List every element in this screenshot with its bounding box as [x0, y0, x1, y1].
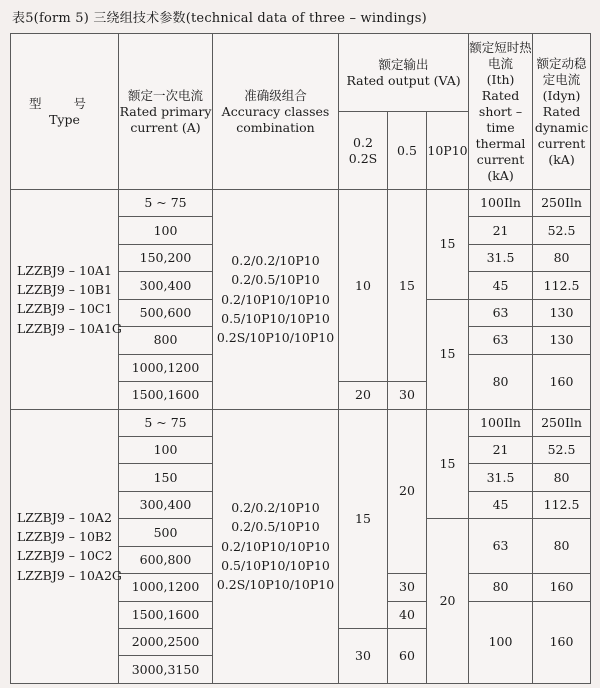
group1-output-05-a: 15: [388, 190, 427, 382]
header-output-10p10: 10P10: [427, 112, 469, 190]
group1-idyn: 80: [533, 244, 591, 271]
table-caption: 表5(form 5) 三绕组技术参数(technical data of three – windings): [12, 11, 427, 26]
header-accuracy: 准确级组合 Accuracy classes combination: [213, 34, 339, 190]
group2-idyn: 250Iln: [533, 409, 591, 436]
group1-idyn: 250Iln: [533, 190, 591, 217]
group2-output-05-a: 20: [388, 409, 427, 574]
group1-type-list: LZZBJ9 – 10A1 LZZBJ9 – 10B1 LZZBJ9 – 10C1 LZZBJ9 – 10A1G: [11, 190, 119, 410]
group2-ith: 63: [469, 519, 533, 574]
group1-current: 500,600: [119, 299, 213, 326]
group2-output-10p-b: 20: [427, 519, 469, 684]
group1-current: 100: [119, 217, 213, 244]
header-output-02: 0.2 0.2S: [339, 112, 388, 190]
group2-idyn: 52.5: [533, 436, 591, 463]
group2-ith: 80: [469, 574, 533, 601]
group1-idyn: 112.5: [533, 272, 591, 299]
group2-ith: 45: [469, 491, 533, 518]
group1-current: 1500,1600: [119, 382, 213, 409]
group2-ith: 100Iln: [469, 409, 533, 436]
group1-accuracy-list: 0.2/0.2/10P10 0.2/0.5/10P10 0.2/10P10/10P10 0.5/10P10/10P10 0.2S/10P10/10P10: [213, 190, 339, 410]
group1-output-02-a: 10: [339, 190, 388, 382]
group2-output-02-b: 30: [339, 629, 388, 684]
group2-current: 3000,3150: [119, 656, 213, 684]
group1-output-10p-a: 15: [427, 190, 469, 300]
group1-output-02-b: 20: [339, 382, 388, 409]
group2-idyn: 160: [533, 601, 591, 683]
group1-ith: 21: [469, 217, 533, 244]
header-primary-current: 额定一次电流 Rated primary current (A): [119, 34, 213, 190]
group2-idyn: 112.5: [533, 491, 591, 518]
group1-current: 5 ~ 75: [119, 190, 213, 217]
group1-idyn: 160: [533, 354, 591, 409]
group1-ith: 31.5: [469, 244, 533, 271]
group2-current: 600,800: [119, 546, 213, 573]
group2-idyn: 80: [533, 464, 591, 491]
group2-type-list: LZZBJ9 – 10A2 LZZBJ9 – 10B2 LZZBJ9 – 10C2 LZZBJ9 – 10A2G: [11, 409, 119, 683]
group2-current: 100: [119, 436, 213, 463]
group2-idyn: 80: [533, 519, 591, 574]
group2-ith: 100: [469, 601, 533, 683]
group2-accuracy-list: 0.2/0.2/10P10 0.2/0.5/10P10 0.2/10P10/10P10 0.5/10P10/10P10 0.2S/10P10/10P10: [213, 409, 339, 683]
group2-output-05-d: 60: [388, 629, 427, 684]
group2-current: 1500,1600: [119, 601, 213, 628]
group2-output-05-b: 30: [388, 574, 427, 601]
group2-idyn: 160: [533, 574, 591, 601]
group1-ith: 63: [469, 299, 533, 326]
group1-current: 300,400: [119, 272, 213, 299]
group2-ith: 21: [469, 436, 533, 463]
group2-ith: 31.5: [469, 464, 533, 491]
group1-current: 1000,1200: [119, 354, 213, 381]
group1-idyn: 130: [533, 299, 591, 326]
group2-current: 300,400: [119, 491, 213, 518]
technical-data-table: [10, 33, 591, 684]
group2-current: 500: [119, 519, 213, 546]
group1-current: 150,200: [119, 244, 213, 271]
group2-current: 1000,1200: [119, 574, 213, 601]
group1-output-10p-b: 15: [427, 299, 469, 409]
header-type: 型 号 Type: [11, 34, 119, 190]
group1-output-05-b: 30: [388, 382, 427, 409]
group1-ith: 100Iln: [469, 190, 533, 217]
group2-current: 2000,2500: [119, 629, 213, 656]
group2-output-02-a: 15: [339, 409, 388, 629]
group2-current: 150: [119, 464, 213, 491]
group1-idyn: 130: [533, 327, 591, 354]
group2-current: 5 ~ 75: [119, 409, 213, 436]
group1-ith: 45: [469, 272, 533, 299]
header-idyn: 额定动稳定电流 (Idyn) Rated dynamic current (kA): [533, 34, 591, 190]
header-ith: 额定短时热电流 (Ith) Rated short – time thermal current (kA): [469, 34, 533, 190]
header-output-05: 0.5: [388, 112, 427, 190]
header-rated-output: 额定输出 Rated output (VA): [339, 34, 469, 112]
group1-idyn: 52.5: [533, 217, 591, 244]
group1-current: 800: [119, 327, 213, 354]
group1-ith: 80: [469, 354, 533, 409]
group2-output-10p-a: 15: [427, 409, 469, 519]
group1-ith: 63: [469, 327, 533, 354]
group2-output-05-c: 40: [388, 601, 427, 628]
